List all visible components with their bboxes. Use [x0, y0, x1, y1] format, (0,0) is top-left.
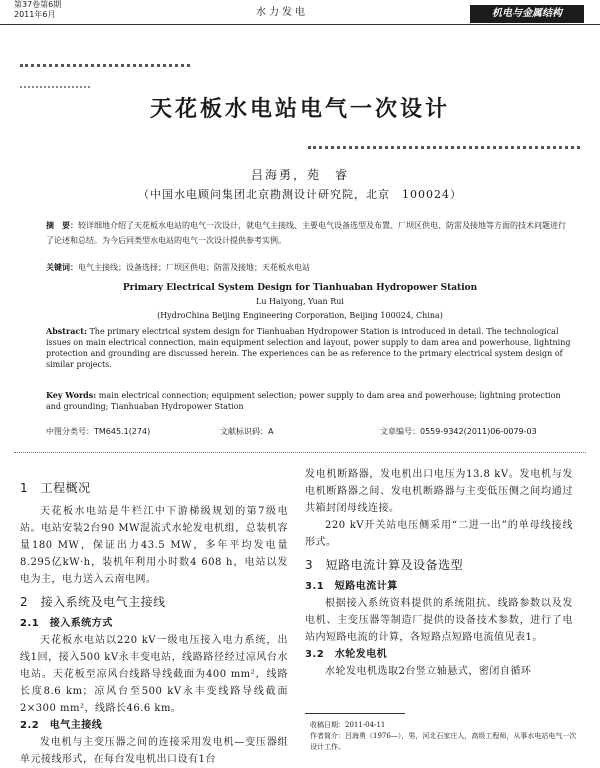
meta-divider: [14, 452, 586, 453]
article-number: 文章编号：0559-9342(2011)06-0079-03: [380, 427, 537, 436]
abstract-en: [46, 326, 572, 370]
paper-title-en: Primary Electrical System Design for Tianhuaban Hydropower Station: [122, 283, 478, 293]
keywords-en: [46, 390, 572, 412]
section-2-2-paragraph: 发电机与主变压器之间的连接采用发电机—变压器组单元接线形式，在每台发电机出口设有1台: [20, 737, 288, 765]
section-3-2-paragraph: 水轮发电机选取2台竖立轴悬式，密闭自循环: [325, 666, 532, 677]
section-3-1-paragraph: 根据接入系统资料提供的系统阻抗、线路参数以及发电机、主变压器等制造厂提供的设备技术参数，进行了电站内短路电流的计算，各短路点短路电流值见表1。: [305, 598, 573, 643]
section-2-1-heading: 2.1 接入系统方式: [20, 618, 113, 629]
clc-number: 中图分类号：TM645.1(274): [46, 427, 151, 436]
received-date: 收稿日期：2011-04-11: [310, 721, 386, 729]
decorative-dots-left: [20, 64, 190, 67]
section-1-heading: 1 工程概况: [20, 481, 91, 495]
paper-title-cn: 天花板水电站电气一次设计: [149, 97, 450, 122]
section-1-paragraph: 天花板水电站是牛栏江中下游梯级规划的第7级电站。电站安装2台90 MW混流式水轮发电机组，总装机容量180 MW，保证出力43.5 MW，多年平均发电量8.295亿kW·h，装机年利用小时数4 608 h，电站以发电为主，电力送入云南电网。: [20, 506, 288, 585]
section-2-1-paragraph: 天花板水电站以220 kV一级电压接入电力系统，出线1回，接入500 kV永丰变电站，线路路径经过凉风台水电站。天花板至凉风台线路导线截面为400 mm²，线路长度8.6 km；凉风台至500 kV永丰变线路导线截面2×300 mm²，线路长46.6 km。: [20, 635, 288, 714]
section-2-heading: 2 接入系统及电气主接线: [20, 595, 166, 609]
keywords-cn-label: 关键词：: [46, 262, 78, 272]
section-2-2-heading: 2.2 电气主接线: [20, 720, 103, 731]
abstract-en-label: Abstract:: [46, 326, 87, 336]
left-column: [20, 480, 288, 768]
keywords-cn: [46, 260, 572, 275]
decorative-dots-right: [308, 146, 580, 149]
abstract-cn-text: 较详细地介绍了天花板水电站的电气一次设计，就电气主接线、主要电气设备选型及布置、厂坝区供电、防雷及接地等方面的技术问题进行了论述和总结。为今后同类型水电站的电气一次设计提供参考实例。: [46, 221, 566, 245]
abstract-en-text: The primary electrical system design for Tianhuaban Hydropower Station is introduced in detail. The technological issues on main electrical connection, main equipment selection and layout, power supply to dam area and powerhouse, lightning protection and grounding are discussed herein. The experiences can be as reference to the primary electrical system design of similar projects.: [46, 327, 571, 369]
issue-date: 2011年6月: [14, 10, 56, 19]
affiliation-en: (HydroChina Beijing Engineering Corporation, Beijing 100024, China): [157, 311, 443, 320]
section-3-1-heading: 3.1 短路电流计算: [305, 581, 398, 592]
document-code: 文献标识码：A: [220, 427, 274, 436]
authors-cn: 吕海勇，苑 睿: [250, 168, 349, 182]
footnote: [310, 720, 580, 753]
journal-name: 水力发电: [256, 7, 308, 18]
affiliation-cn: （中国水电顾问集团北京勘测设计研究院，北京 100024）: [138, 188, 462, 201]
paragraph-220kv: 220 kV开关站电压侧采用“二进一出”的单母线接线形式。: [305, 520, 573, 548]
issue-volume: 第37卷第6期: [14, 0, 62, 9]
keywords-en-text: main electrical connection; equipment selection; power supply to dam area and powerhouse; lightning protection and grounding; Tianhuaban Hydropower Station: [46, 391, 561, 411]
issue-info: [14, 0, 61, 20]
keywords-cn-text: 电气主接线；设备选择；厂坝区供电；防雷及接地；天花板水电站: [78, 263, 310, 272]
right-column: [305, 466, 573, 680]
abstract-cn: [46, 218, 572, 248]
author-bio: 作者简介：吕海勇（1976—），男，河北石家庄人，高级工程师，从事水电站电气一次设计工作。: [310, 732, 577, 751]
section-3-heading: 3 短路电流计算及设备选型: [305, 558, 464, 572]
decorative-dots-left-2: [20, 86, 90, 88]
keywords-en-label: Key Words:: [46, 390, 97, 400]
section-3-2-heading: 3.2 水轮发电机: [305, 649, 388, 660]
continued-paragraph: 发电机断路器，发电机出口电压为13.8 kV。发电机与发电机断路器之间、发电机断路器与主变低压侧之间均通过共箱封闭母线连接。: [305, 469, 573, 514]
footnote-rule: [305, 713, 405, 714]
column-tag: 机电与金属结构: [470, 5, 584, 23]
abstract-cn-label: 摘 要：: [46, 220, 78, 230]
authors-en: Lu Haiyong, Yuan Rui: [256, 297, 344, 306]
header-rule: [0, 24, 600, 25]
